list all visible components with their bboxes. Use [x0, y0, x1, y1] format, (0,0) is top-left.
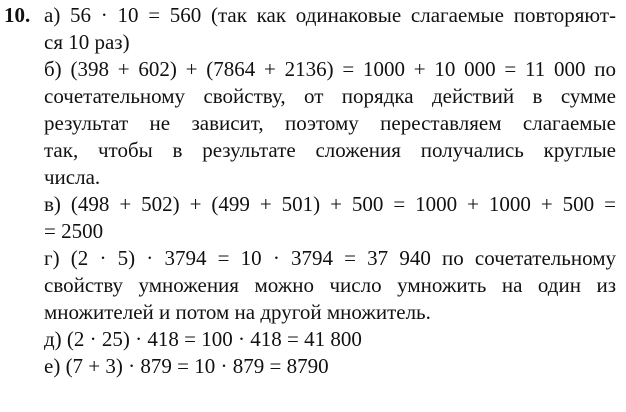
- line-11: [0, 272, 626, 299]
- line-14: [0, 353, 626, 380]
- part-b-line-4: так, чтобы в результате сложения получались круглые: [44, 138, 616, 162]
- line-13: [0, 326, 626, 353]
- part-a-line-1: а) 56 · 10 = 560 (так как одинаковые слагаемые повторяют-: [44, 3, 616, 27]
- line-10: [0, 245, 626, 272]
- line-2: [0, 29, 626, 56]
- line-6: [0, 137, 626, 164]
- part-g-line-3: множителей и потом на другой множитель.: [44, 300, 431, 324]
- problem-number: 10.: [4, 3, 31, 27]
- part-b-line-1: б) (398 + 602) + (7864 + 2136) = 1000 + 10 000 = 11 000 по: [44, 57, 616, 81]
- line-7: [0, 164, 626, 191]
- line-3: [0, 56, 626, 83]
- part-d-line-1: д) (2 · 25) · 418 = 100 · 418 = 41 800: [44, 327, 362, 351]
- part-a-line-2: ся 10 раз): [44, 30, 130, 54]
- line-12: [0, 299, 626, 326]
- part-b-line-3: результат не зависит, поэтому переставляем слагаемые: [44, 111, 616, 135]
- line-5: [0, 110, 626, 137]
- line-9: [0, 218, 626, 245]
- part-e-line-1: е) (7 + 3) · 879 = 10 · 879 = 8790: [44, 354, 329, 378]
- part-b-line-5: числа.: [44, 165, 101, 189]
- part-b-line-2: сочетательному свойству, от порядка действий в сумме: [44, 84, 616, 108]
- part-g-line-2: свойству умножения можно число умножить на один из: [44, 273, 616, 297]
- part-v-line-2: = 2500: [44, 219, 104, 243]
- line-4: [0, 83, 626, 110]
- part-v-line-1: в) (498 + 502) + (499 + 501) + 500 = 1000 + 1000 + 500 =: [44, 192, 616, 216]
- part-g-line-1: г) (2 · 5) · 3794 = 10 · 3794 = 37 940 по сочетательному: [44, 246, 616, 270]
- line-8: [0, 191, 626, 218]
- line-1: [0, 2, 626, 29]
